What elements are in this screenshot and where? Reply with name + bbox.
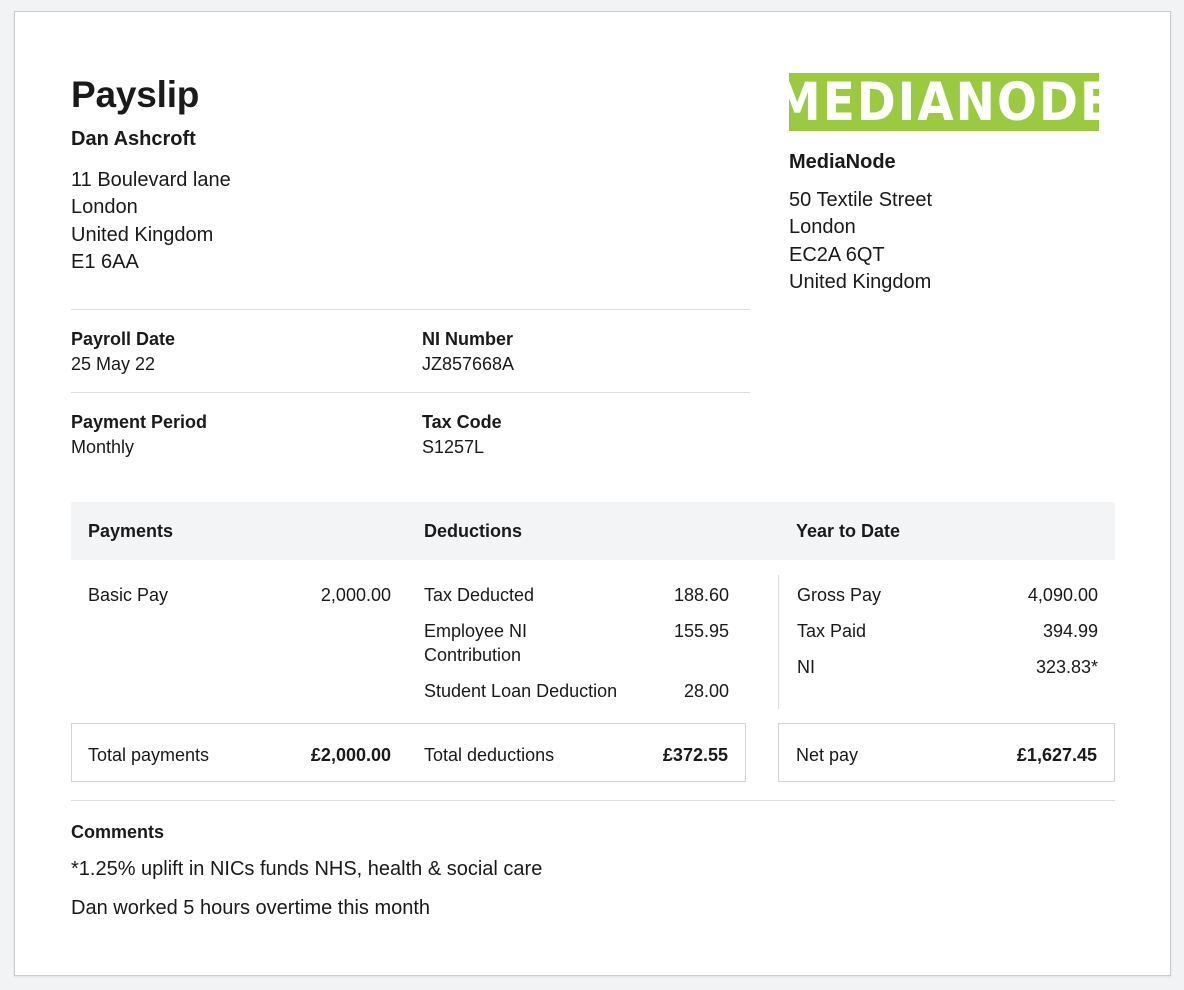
totals-box <box>71 723 746 782</box>
comments-heading: Comments <box>71 822 165 842</box>
ni-number-label: NI Number <box>422 329 514 349</box>
company-logo <box>773 71 1115 133</box>
tax-code-field <box>422 412 502 458</box>
payment-row-value: 2,000.00 <box>320 585 391 605</box>
total-payments-value: £2,000.00 <box>310 745 391 765</box>
employee-name: Dan Ashcroft <box>71 128 196 150</box>
comment-line: *1.25% uplift in NICs funds NHS, health & social care <box>71 858 543 880</box>
total-deductions-label: Total deductions <box>424 745 555 765</box>
employee-address-line: London <box>71 196 138 219</box>
company-address-line: London <box>789 216 856 239</box>
ytd-row-value: 323.83* <box>1035 657 1098 677</box>
ytd-row-label: Gross Pay <box>797 585 882 605</box>
employee-address-line: 11 Boulevard lane <box>71 169 231 191</box>
company-address-line: United Kingdom <box>789 270 932 293</box>
employee-address-line: E1 6AA <box>71 250 139 273</box>
divider <box>71 800 1115 801</box>
net-pay-box <box>778 723 1115 782</box>
employee-address <box>71 167 231 276</box>
ytd-row-label: Tax Paid <box>797 621 867 641</box>
company-logo-text: MEDIANODE <box>773 71 1115 133</box>
total-deductions-value: £372.55 <box>662 745 728 765</box>
payment-period-label: Payment Period <box>71 412 208 432</box>
tax-code-value: S1257L <box>422 437 485 457</box>
divider <box>71 309 750 310</box>
payment-period-field <box>71 412 207 458</box>
payment-row-label: Basic Pay <box>88 585 169 605</box>
employee-address-line: United Kingdom <box>71 223 214 246</box>
deduction-row-label: Employee NI Contribution <box>424 621 528 665</box>
payroll-date-label: Payroll Date <box>71 329 176 349</box>
deductions-header: Deductions <box>424 521 523 541</box>
deduction-row-label: Student Loan Deduction <box>424 681 618 701</box>
company-address-line: 50 Textile Street <box>789 189 933 211</box>
deduction-row-value: 188.60 <box>673 585 729 605</box>
comment-line: Dan worked 5 hours overtime this month <box>71 897 431 919</box>
net-pay-value: £1,627.45 <box>1016 745 1097 765</box>
company-address-line: EC2A 6QT <box>789 243 885 266</box>
payment-period-value: Monthly <box>71 437 135 457</box>
tax-code-label: Tax Code <box>422 412 502 432</box>
ytd-row-value: 394.99 <box>1042 621 1098 641</box>
company-name: MediaNode <box>789 151 896 173</box>
ytd-row-label: NI <box>797 657 815 677</box>
deduction-row-label: Tax Deducted <box>424 585 535 605</box>
payslip-document <box>14 11 1171 976</box>
deduction-row-value: 155.95 <box>673 621 729 641</box>
company-address <box>789 187 932 296</box>
ni-number-value: JZ857668A <box>422 354 515 374</box>
payroll-date-field <box>71 329 175 375</box>
ytd-header: Year to Date <box>796 521 901 541</box>
payroll-date-value: 25 May 22 <box>71 354 156 374</box>
page-title: Payslip <box>71 74 200 115</box>
payments-header: Payments <box>88 521 174 541</box>
ni-number-field <box>422 329 514 375</box>
ytd-separator <box>778 575 779 709</box>
net-pay-label: Net pay <box>796 745 859 765</box>
divider <box>71 392 750 393</box>
total-payments-label: Total payments <box>88 745 210 765</box>
table-header <box>71 502 1115 560</box>
deduction-row-value: 28.00 <box>683 681 729 701</box>
ytd-row-value: 4,090.00 <box>1027 585 1098 605</box>
